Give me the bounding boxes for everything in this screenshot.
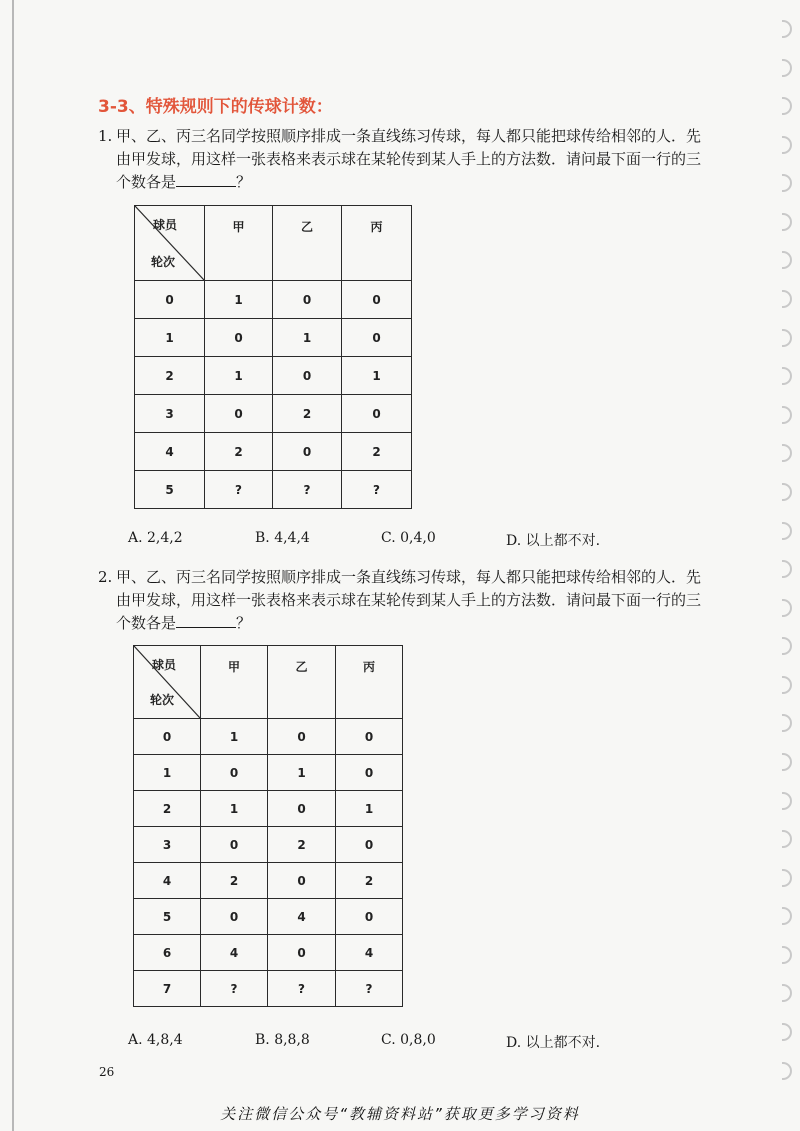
table-cell: 1 [336,791,403,827]
table-cell: 0 [268,863,336,899]
table-corner-cell [134,646,201,719]
table-cell: 3 [134,827,201,863]
answer-options-2 [98,1032,718,1052]
table-row [134,719,403,755]
table-row [135,281,412,319]
table-cell: ? [205,471,273,509]
table-cell: ? [342,471,412,509]
table-row [135,471,412,509]
table-cell: 5 [134,899,201,935]
table-cell: 2 [205,433,273,471]
table-header: 丙 [342,206,412,281]
question-1 [98,125,718,194]
table-row [134,935,403,971]
table-cell: 0 [273,433,342,471]
table-corner-cell [135,206,205,281]
table-header: 丙 [336,646,403,719]
table-cell: 2 [201,863,268,899]
option-b[interactable]: B. 8,8,8 [255,1032,310,1048]
question-2 [98,566,718,635]
table-cell: 7 [134,971,201,1007]
corner-label-round: 轮次 [150,693,175,707]
option-d[interactable]: D. 以上都不对. [506,1035,601,1051]
question-text-line: 由甲发球，用这样一张表格来表示球在某轮传到某人手上的方法数．请问最下面一行的三 [116,591,702,609]
table-row [135,357,412,395]
table-cell: 0 [336,899,403,935]
table-header: 乙 [273,206,342,281]
table-cell: 1 [342,357,412,395]
table-row [134,863,403,899]
table-cell: 0 [201,899,268,935]
table-cell: 4 [336,935,403,971]
question-text-line: 甲、乙、丙三名同学按照顺序排成一条直线练习传球，每人都只能把球传给相邻的人．先 [116,568,702,586]
table-cell: 2 [268,827,336,863]
table-cell: 0 [336,719,403,755]
table-cell: 0 [342,281,412,319]
question-text-line: 个数各是 [116,173,177,191]
table-cell: ? [273,471,342,509]
table-row [134,827,403,863]
table-cell: 5 [135,471,205,509]
table-cell: 1 [205,357,273,395]
table-cell: 0 [201,755,268,791]
option-c[interactable]: C. 0,8,0 [381,1032,436,1048]
corner-label-player: 球员 [152,658,177,672]
table-cell: 0 [201,827,268,863]
table-cell: 0 [205,319,273,357]
table-cell: 1 [201,791,268,827]
table-cell: 0 [336,827,403,863]
table-cell: 0 [268,719,336,755]
table-header: 甲 [201,646,268,719]
table-cell: 1 [205,281,273,319]
table-cell: 4 [201,935,268,971]
option-b[interactable]: B. 4,4,4 [255,530,310,546]
answer-blank[interactable] [176,172,236,187]
table-cell: 4 [135,433,205,471]
table-cell: 4 [134,863,201,899]
page-edge [12,0,14,1131]
table-cell: 1 [201,719,268,755]
table-cell: 2 [273,395,342,433]
pass-count-table-2 [133,645,403,1007]
option-c[interactable]: C. 0,4,0 [381,530,436,546]
table-cell: ? [268,971,336,1007]
corner-label-round: 轮次 [151,255,176,269]
question-text-line: 甲、乙、丙三名同学按照顺序排成一条直线练习传球，每人都只能把球传给相邻的人．先 [116,127,702,145]
option-a[interactable]: A. 4,8,4 [128,1032,183,1048]
table-cell: 2 [135,357,205,395]
table-cell: ? [201,971,268,1007]
option-d[interactable]: D. 以上都不对. [506,533,601,549]
table-cell: 0 [134,719,201,755]
question-mark: ？ [236,173,252,191]
table-row [135,319,412,357]
table-cell: 2 [134,791,201,827]
table-cell: 0 [268,791,336,827]
table-cell: 0 [268,935,336,971]
table-cell: 1 [268,755,336,791]
corner-label-player: 球员 [153,218,178,232]
table-cell: 1 [135,319,205,357]
table-cell: 6 [134,935,201,971]
pass-count-table-1 [134,205,412,509]
table-row [134,755,403,791]
table-cell: 4 [268,899,336,935]
question-text-line: 由甲发球，用这样一张表格来表示球在某轮传到某人手上的方法数．请问最下面一行的三 [116,150,702,168]
option-a[interactable]: A. 2,4,2 [128,530,183,546]
table-row [135,433,412,471]
table-cell: 3 [135,395,205,433]
table-cell: 0 [336,755,403,791]
table-cell: 0 [135,281,205,319]
footer-watermark: 关注微信公众号“教辅资料站”获取更多学习资料 [220,1105,580,1123]
table-row [134,899,403,935]
table-row [134,791,403,827]
table-cell: 0 [342,395,412,433]
table-header: 乙 [268,646,336,719]
question-text-line: 个数各是 [116,614,177,632]
table-row [134,971,403,1007]
table-cell: 1 [134,755,201,791]
table-row [135,395,412,433]
question-number: 2. [98,568,113,586]
answer-options-1 [98,530,718,550]
section-title: 3-3、特殊规则下的传球计数： [98,97,333,117]
page-number: 26 [99,1065,115,1079]
table-cell: 0 [342,319,412,357]
table-cell: 0 [205,395,273,433]
question-mark: ？ [236,614,252,632]
answer-blank[interactable] [176,613,236,628]
table-cell: ? [336,971,403,1007]
table-cell: 0 [273,357,342,395]
table-cell: 2 [336,863,403,899]
binder-rings [778,20,796,1080]
table-cell: 2 [342,433,412,471]
table-cell: 1 [273,319,342,357]
table-cell: 0 [273,281,342,319]
question-number: 1. [98,127,113,145]
table-header: 甲 [205,206,273,281]
